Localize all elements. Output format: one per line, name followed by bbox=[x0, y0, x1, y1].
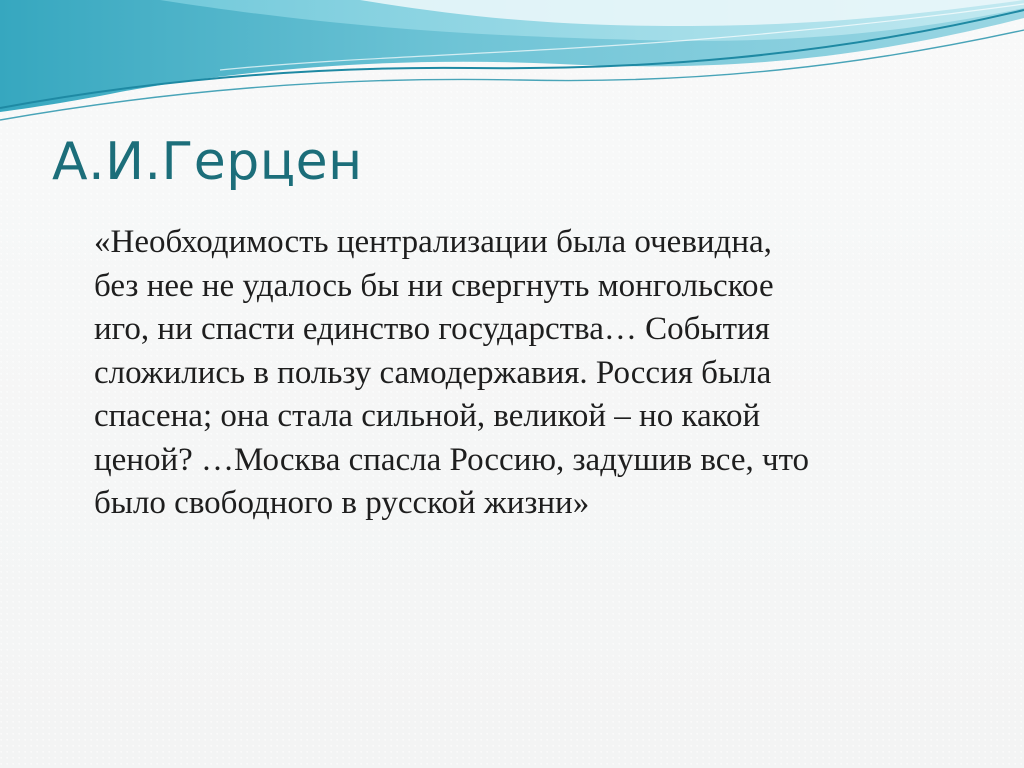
quote-text bbox=[94, 221, 934, 526]
quote-line: «Необходимость централизации была очевидна, bbox=[94, 224, 772, 260]
quote-line: сложились в пользу самодержавия. Россия была bbox=[94, 354, 772, 391]
quote-line: иго, ни спасти единство государства… События bbox=[94, 311, 770, 347]
quote-line: ценой? …Москва спасла Россию, задушив все, что bbox=[94, 441, 810, 478]
quote-line: без нее не удалось бы ни свергнуть монгольское bbox=[94, 267, 774, 304]
quote-line: спасена; она стала сильной, великой – но какой bbox=[94, 398, 761, 434]
quote-line: было свободного в русской жизни» bbox=[94, 485, 590, 521]
slide-title: А.И.Герцен bbox=[52, 132, 363, 192]
decorative-wave-header bbox=[0, 0, 1024, 130]
